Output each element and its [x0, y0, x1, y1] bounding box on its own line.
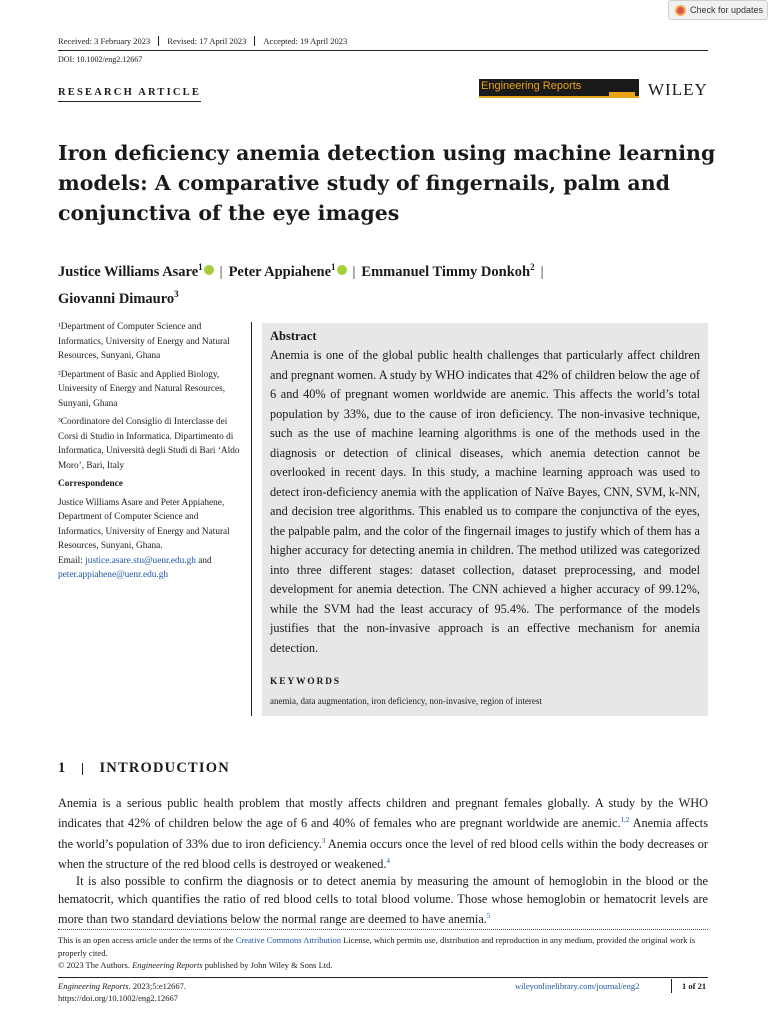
affiliation: ³Coordinatore del Consiglio di Interclasse dei Corsi di Studio in Informatica. Dipartimento di Informatica, Università degli Studi di Bari ‘Aldo Moro’, Bari, Italy: [58, 417, 240, 471]
cc-license-link[interactable]: Creative Commons Attribution: [235, 935, 342, 945]
author-name[interactable]: Peter Appiahene: [228, 263, 332, 280]
doi: DOI: 10.1002/eng2.12667: [58, 55, 143, 64]
license-footnote: [58, 934, 708, 972]
publisher-logo[interactable]: WILEY: [648, 80, 708, 99]
paragraph: [58, 795, 708, 873]
footer-citation: [58, 981, 186, 1004]
received-date: Received: 3 February 2023: [58, 36, 151, 46]
author-affiliation-mark: 2: [530, 262, 535, 272]
orcid-icon[interactable]: [204, 265, 214, 275]
article-type: RESEARCH ARTICLE: [58, 87, 201, 102]
paragraph: [58, 873, 708, 928]
abstract-heading: Abstract: [270, 329, 317, 343]
abstract-text: Anemia is one of the global public health challenges that particularly affect children and pregnant women. A study by WHO indicates that 42% of children below the age of 6 and 40% of pregnant women worldwide are anemic. This affects the world’s total population by 33%, due to the cause of iron deficiency. The non-invasive technique, such as the use of machine learning algorithms is one of the methods used in the diagnosis or detection of clinical diseases, which anemia detection cannot be overlooked in recent days. In this study, a machine learning approach was used to detect iron-deficiency anemia with the application of Naïve Bayes, CNN, SVM, k-NN, and decision tree algorithms. This enabled us to compare the conjunctiva of the eyes, the palpable palm, and the color of the fingernail images to justify which of them has a higher accuracy for detecting anemia in children. The method utilized was categorized into three different stages: dataset collection, dataset preprocessing, and model development for anemia detection. The CNN achieved a higher accuracy of 99.12%, while the SVM had the least accuracy of 95.4%. The performance of the models justifies that the non-invasive approach is an effective mechanism for anemia detection.: [270, 348, 700, 655]
affiliation: ²Department of Basic and Applied Biology, University of Energy and Natural Resources, Sunyani, Ghana: [58, 369, 226, 409]
reference-link[interactable]: 1,2: [620, 816, 630, 825]
author-name[interactable]: Giovanni Dimauro: [58, 290, 175, 307]
email-connector: and: [195, 555, 212, 566]
crossmark-icon: [675, 5, 686, 16]
page-number: 1 of 21: [682, 981, 707, 991]
author-affiliation-mark: 1: [198, 262, 203, 272]
orcid-icon[interactable]: [337, 265, 347, 275]
paragraph-text: Anemia occurs once the level of red blood cells within the body decreases or when the structure of the red blood cells is destroyed or weakened.: [58, 836, 708, 872]
correspondence-block: [58, 496, 243, 583]
check-for-updates-button[interactable]: [668, 0, 768, 20]
column-divider: [251, 322, 252, 716]
header-rule: [58, 50, 708, 51]
reference-link[interactable]: 4: [386, 857, 390, 866]
copyright-part: published by John Wiley & Sons Ltd.: [202, 960, 333, 970]
copyright-part: © 2023 The Authors.: [58, 960, 133, 970]
section-number: 1: [58, 760, 67, 776]
footer-separator: [671, 979, 672, 993]
author-separator: |: [540, 263, 544, 280]
paragraph-text: Anemia affects the world’s population of 33% due to iron deficiency.: [58, 816, 708, 851]
reference-link[interactable]: 3: [321, 836, 326, 845]
footer-rule: [58, 977, 708, 978]
author-list: [58, 256, 718, 310]
affiliation: ¹Department of Computer Science and Informatics, University of Energy and Natural Resources, Sunyani, Ghana: [58, 322, 230, 361]
paragraph-text: It is also possible to confirm the diagnosis or to detect anemia by measuring the amount of hemoglobin in the blood or the hematocrit, which quantifies the ratio of red blood cells to total blood volume. Those whose hemoglobin or hematocrit levels are more than two standard deviations below the normal range are deemed to have anemia.: [58, 874, 708, 927]
license-text: [58, 934, 708, 959]
publication-dates: [58, 36, 355, 46]
introduction-body: [58, 795, 708, 928]
footer-volume: . 2023;5:e12667.: [128, 981, 186, 991]
journal-site-link[interactable]: wileyonlinelibrary.com/journal/eng2: [515, 981, 640, 991]
keywords-text: anemia, data augmentation, iron deficiency, non-invasive, region of interest: [270, 696, 542, 706]
license-text-part: This is an open access article under the terms of the: [58, 935, 236, 945]
author-name[interactable]: Justice Williams Asare: [58, 263, 199, 280]
journal-logo[interactable]: [479, 79, 639, 98]
section-heading: [58, 760, 230, 777]
reference-link[interactable]: 5: [486, 912, 491, 921]
section-title: INTRODUCTION: [99, 760, 230, 776]
article-title: Iron deficiency anemia detection using machine learning models: A comparative study of fingernails, palm and conjunctiva of the eye images: [58, 141, 716, 225]
email-label: Email:: [58, 555, 86, 566]
accepted-date: Accepted: 19 April 2023: [254, 36, 355, 46]
author-separator: |: [352, 263, 356, 280]
correspondence-heading: Correspondence: [58, 479, 123, 489]
author-affiliation-mark: 3: [174, 288, 179, 299]
footer-journal: Engineering Reports: [58, 981, 129, 991]
revised-date: Revised: 17 April 2023: [158, 36, 254, 46]
footer-doi[interactable]: https://doi.org/10.1002/eng2.12667: [58, 992, 179, 1003]
keywords-heading: KEYWORDS: [270, 677, 341, 687]
paragraph-text: Anemia is a serious public health problem that mostly affects children and pregnant females globally. A study by the WHO indicates that 42% of children below the age of 6 and 40% of females who are pregnant worldwide are anemic.: [58, 796, 708, 831]
email-link[interactable]: peter.appiahene@uenr.edu.gh: [58, 570, 169, 580]
author-separator: |: [219, 263, 223, 280]
author-name[interactable]: Emmanuel Timmy Donkoh: [361, 263, 531, 280]
section-separator: [82, 763, 83, 775]
journal-logo-accent: [609, 92, 635, 96]
license-text-part: License, which permits use, distribution and reproduction in any medium, provided the original work is properly cited.: [58, 935, 696, 958]
copyright-journal: Engineering Reports: [132, 960, 203, 970]
author-affiliation-mark: 1: [331, 262, 336, 272]
check-for-updates-label: Check for updates: [690, 5, 764, 15]
footnote-divider: [58, 929, 708, 930]
affiliations-column: [58, 320, 243, 583]
copyright-text: [58, 959, 708, 972]
journal-logo-text: Engineering Reports: [481, 80, 582, 92]
email-link[interactable]: justice.asare.stu@uenr.edu.gh: [85, 555, 196, 566]
correspondence-text: Justice Williams Asare and Peter Appiahene, Department of Computer Science and Informatics, University of Energy and Natural Resources, Sunyani, Ghana.: [58, 497, 230, 551]
